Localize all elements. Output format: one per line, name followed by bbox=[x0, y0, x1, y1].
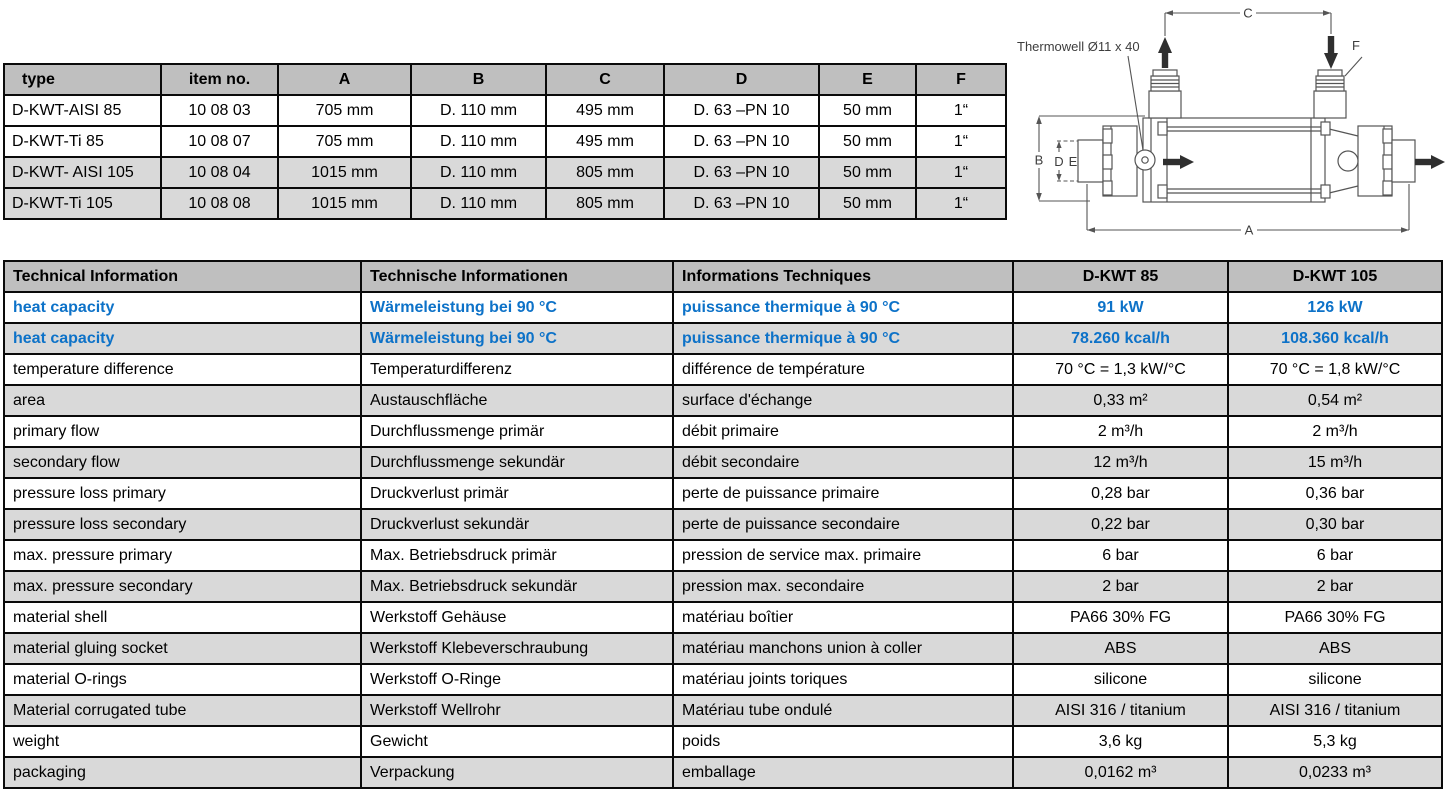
table-cell: puissance thermique à 90 °C bbox=[673, 323, 1013, 354]
outlet-arrow-icon bbox=[1415, 159, 1433, 165]
table-cell: différence de température bbox=[673, 354, 1013, 385]
table-row bbox=[4, 478, 1442, 509]
table-cell: 108.360 kcal/h bbox=[1228, 323, 1442, 354]
table-cell: 6 bar bbox=[1228, 540, 1442, 571]
table-row bbox=[4, 602, 1442, 633]
table-cell: ABS bbox=[1228, 633, 1442, 664]
table-cell: 1“ bbox=[916, 126, 1006, 157]
table-cell: 50 mm bbox=[819, 157, 916, 188]
table-cell: 1015 mm bbox=[278, 157, 411, 188]
table-row bbox=[4, 664, 1442, 695]
table-cell: emballage bbox=[673, 757, 1013, 788]
table-row bbox=[4, 757, 1442, 788]
table-cell: Max. Betriebsdruck primär bbox=[361, 540, 673, 571]
flow-down-arrow-icon bbox=[1328, 36, 1334, 53]
table-cell: Werkstoff Gehäuse bbox=[361, 602, 673, 633]
table-cell: 5,3 kg bbox=[1228, 726, 1442, 757]
table-cell: 1“ bbox=[916, 157, 1006, 188]
table-row bbox=[4, 571, 1442, 602]
column-header-d-kwt-85: D-KWT 85 bbox=[1013, 261, 1228, 292]
table-cell: D. 110 mm bbox=[411, 126, 546, 157]
table-cell: Austauschfläche bbox=[361, 385, 673, 416]
table-cell: 70 °C = 1,8 kW/°C bbox=[1228, 354, 1442, 385]
table-cell: 91 kW bbox=[1013, 292, 1228, 323]
table-cell: ABS bbox=[1013, 633, 1228, 664]
table-cell: D. 63 –PN 10 bbox=[664, 95, 819, 126]
column-header-d: D bbox=[664, 64, 819, 95]
table-cell: Druckverlust primär bbox=[361, 478, 673, 509]
table-cell: pressure loss primary bbox=[4, 478, 361, 509]
flow-right-arrow-icon bbox=[1163, 159, 1181, 165]
table-row bbox=[4, 540, 1442, 571]
table-cell: pression de service max. primaire bbox=[673, 540, 1013, 571]
table-cell: D. 110 mm bbox=[411, 188, 546, 219]
dim-label-a: A bbox=[1244, 222, 1254, 238]
table-cell: pressure loss secondary bbox=[4, 509, 361, 540]
table-cell: 495 mm bbox=[546, 126, 664, 157]
table-cell: pression max. secondaire bbox=[673, 571, 1013, 602]
table-header-row bbox=[4, 261, 1442, 292]
table-cell: 0,0233 m³ bbox=[1228, 757, 1442, 788]
dim-label-f: F bbox=[1352, 38, 1360, 53]
table-cell: poids bbox=[673, 726, 1013, 757]
table-cell: matériau joints toriques bbox=[673, 664, 1013, 695]
table-cell: area bbox=[4, 385, 361, 416]
table-cell: Durchflussmenge primär bbox=[361, 416, 673, 447]
table-cell: 15 m³/h bbox=[1228, 447, 1442, 478]
table-cell: PA66 30% FG bbox=[1013, 602, 1228, 633]
table-cell: Wärmeleistung bei 90 °C bbox=[361, 323, 673, 354]
table-row bbox=[4, 509, 1442, 540]
table-cell: Material corrugated tube bbox=[4, 695, 361, 726]
table-cell: AISI 316 / titanium bbox=[1013, 695, 1228, 726]
table-cell: weight bbox=[4, 726, 361, 757]
table-cell: heat capacity bbox=[4, 292, 361, 323]
table-cell: material gluing socket bbox=[4, 633, 361, 664]
column-header-c: C bbox=[546, 64, 664, 95]
column-header-b: B bbox=[411, 64, 546, 95]
table-row bbox=[4, 416, 1442, 447]
table-cell: 6 bar bbox=[1013, 540, 1228, 571]
table-cell: primary flow bbox=[4, 416, 361, 447]
table-cell: D-KWT-Ti 85 bbox=[4, 126, 161, 157]
table-cell: 495 mm bbox=[546, 95, 664, 126]
thermowell-label: Thermowell Ø11 x 40 bbox=[1017, 39, 1140, 54]
table-cell: D. 63 –PN 10 bbox=[664, 126, 819, 157]
table-cell: 70 °C = 1,3 kW/°C bbox=[1013, 354, 1228, 385]
table-cell: D-KWT- AISI 105 bbox=[4, 157, 161, 188]
table-cell: 0,0162 m³ bbox=[1013, 757, 1228, 788]
table-cell: 50 mm bbox=[819, 95, 916, 126]
exchanger-body bbox=[1078, 70, 1415, 202]
table-cell: puissance thermique à 90 °C bbox=[673, 292, 1013, 323]
table-cell: Werkstoff Klebeverschraubung bbox=[361, 633, 673, 664]
table-cell: 10 08 03 bbox=[161, 95, 278, 126]
table-cell: matériau boîtier bbox=[673, 602, 1013, 633]
column-header-e: E bbox=[819, 64, 916, 95]
table-cell: 805 mm bbox=[546, 188, 664, 219]
table-cell: temperature difference bbox=[4, 354, 361, 385]
table-row bbox=[4, 385, 1442, 416]
table-cell: 2 m³/h bbox=[1228, 416, 1442, 447]
table-cell: 78.260 kcal/h bbox=[1013, 323, 1228, 354]
table-cell: Werkstoff O-Ringe bbox=[361, 664, 673, 695]
table-row bbox=[4, 188, 1006, 219]
table-cell: 10 08 04 bbox=[161, 157, 278, 188]
dim-label-c: C bbox=[1243, 5, 1253, 21]
table-cell: 0,36 bar bbox=[1228, 478, 1442, 509]
table-cell: 0,33 m² bbox=[1013, 385, 1228, 416]
table-cell: perte de puissance primaire bbox=[673, 478, 1013, 509]
table-cell: Gewicht bbox=[361, 726, 673, 757]
table-cell: 0,28 bar bbox=[1013, 478, 1228, 509]
table-cell: Temperaturdifferenz bbox=[361, 354, 673, 385]
column-header-technical-information: Technical Information bbox=[4, 261, 361, 292]
table-cell: matériau manchons union à coller bbox=[673, 633, 1013, 664]
table-cell: max. pressure primary bbox=[4, 540, 361, 571]
table-header-row bbox=[4, 64, 1006, 95]
table-cell: Durchflussmenge sekundär bbox=[361, 447, 673, 478]
table-cell: max. pressure secondary bbox=[4, 571, 361, 602]
table-cell: 1“ bbox=[916, 95, 1006, 126]
table-cell: material shell bbox=[4, 602, 361, 633]
table-row bbox=[4, 695, 1442, 726]
table-cell: 0,22 bar bbox=[1013, 509, 1228, 540]
table-cell: 50 mm bbox=[819, 188, 916, 219]
table-cell: Max. Betriebsdruck sekundär bbox=[361, 571, 673, 602]
table-cell: D. 110 mm bbox=[411, 95, 546, 126]
table-cell: 705 mm bbox=[278, 126, 411, 157]
table-cell: D. 63 –PN 10 bbox=[664, 188, 819, 219]
table-cell: Verpackung bbox=[361, 757, 673, 788]
table-cell: 10 08 08 bbox=[161, 188, 278, 219]
table-row bbox=[4, 292, 1442, 323]
table-cell: D-KWT-Ti 105 bbox=[4, 188, 161, 219]
technical-information-table bbox=[3, 260, 1443, 789]
table-row bbox=[4, 447, 1442, 478]
table-cell: 805 mm bbox=[546, 157, 664, 188]
table-cell: secondary flow bbox=[4, 447, 361, 478]
dimensions-table bbox=[3, 63, 1007, 220]
table-cell: heat capacity bbox=[4, 323, 361, 354]
column-header-f: F bbox=[916, 64, 1006, 95]
column-header-a: A bbox=[278, 64, 411, 95]
table-cell: perte de puissance secondaire bbox=[673, 509, 1013, 540]
table-cell: packaging bbox=[4, 757, 361, 788]
table-cell: PA66 30% FG bbox=[1228, 602, 1442, 633]
table-cell: 705 mm bbox=[278, 95, 411, 126]
table-cell: Druckverlust sekundär bbox=[361, 509, 673, 540]
table-row bbox=[4, 323, 1442, 354]
table-row bbox=[4, 126, 1006, 157]
flow-up-arrow-icon bbox=[1162, 51, 1168, 68]
table-cell: 126 kW bbox=[1228, 292, 1442, 323]
table-cell: surface d'échange bbox=[673, 385, 1013, 416]
table-cell: material O-rings bbox=[4, 664, 361, 695]
table-cell: Werkstoff Wellrohr bbox=[361, 695, 673, 726]
table-cell: 12 m³/h bbox=[1013, 447, 1228, 478]
table-cell: 3,6 kg bbox=[1013, 726, 1228, 757]
table-cell: 2 bar bbox=[1228, 571, 1442, 602]
table-cell: 50 mm bbox=[819, 126, 916, 157]
table-cell: 2 bar bbox=[1013, 571, 1228, 602]
column-header-type: type bbox=[4, 64, 161, 95]
column-header-d-kwt-105: D-KWT 105 bbox=[1228, 261, 1442, 292]
table-cell: 10 08 07 bbox=[161, 126, 278, 157]
table-cell: 0,54 m² bbox=[1228, 385, 1442, 416]
table-row bbox=[4, 726, 1442, 757]
table-row bbox=[4, 157, 1006, 188]
table-cell: débit primaire bbox=[673, 416, 1013, 447]
table-cell: AISI 316 / titanium bbox=[1228, 695, 1442, 726]
table-cell: Wärmeleistung bei 90 °C bbox=[361, 292, 673, 323]
table-cell: débit secondaire bbox=[673, 447, 1013, 478]
dim-label-d: D bbox=[1054, 154, 1064, 169]
table-row bbox=[4, 354, 1442, 385]
table-cell: 0,30 bar bbox=[1228, 509, 1442, 540]
table-cell: D. 110 mm bbox=[411, 157, 546, 188]
table-row bbox=[4, 95, 1006, 126]
table-row bbox=[4, 633, 1442, 664]
table-cell: 1“ bbox=[916, 188, 1006, 219]
table-cell: D-KWT-AISI 85 bbox=[4, 95, 161, 126]
column-header-technische-informationen: Technische Informationen bbox=[361, 261, 673, 292]
table-cell: silicone bbox=[1013, 664, 1228, 695]
heat-exchanger-diagram bbox=[1015, 0, 1445, 245]
table-cell: 1015 mm bbox=[278, 188, 411, 219]
table-cell: Matériau tube ondulé bbox=[673, 695, 1013, 726]
table-cell: D. 63 –PN 10 bbox=[664, 157, 819, 188]
dim-label-b: B bbox=[1034, 152, 1044, 168]
column-header-item-no: item no. bbox=[161, 64, 278, 95]
table-cell: silicone bbox=[1228, 664, 1442, 695]
table-cell: 2 m³/h bbox=[1013, 416, 1228, 447]
dim-label-e: E bbox=[1068, 154, 1078, 169]
column-header-informations-techniques: Informations Techniques bbox=[673, 261, 1013, 292]
